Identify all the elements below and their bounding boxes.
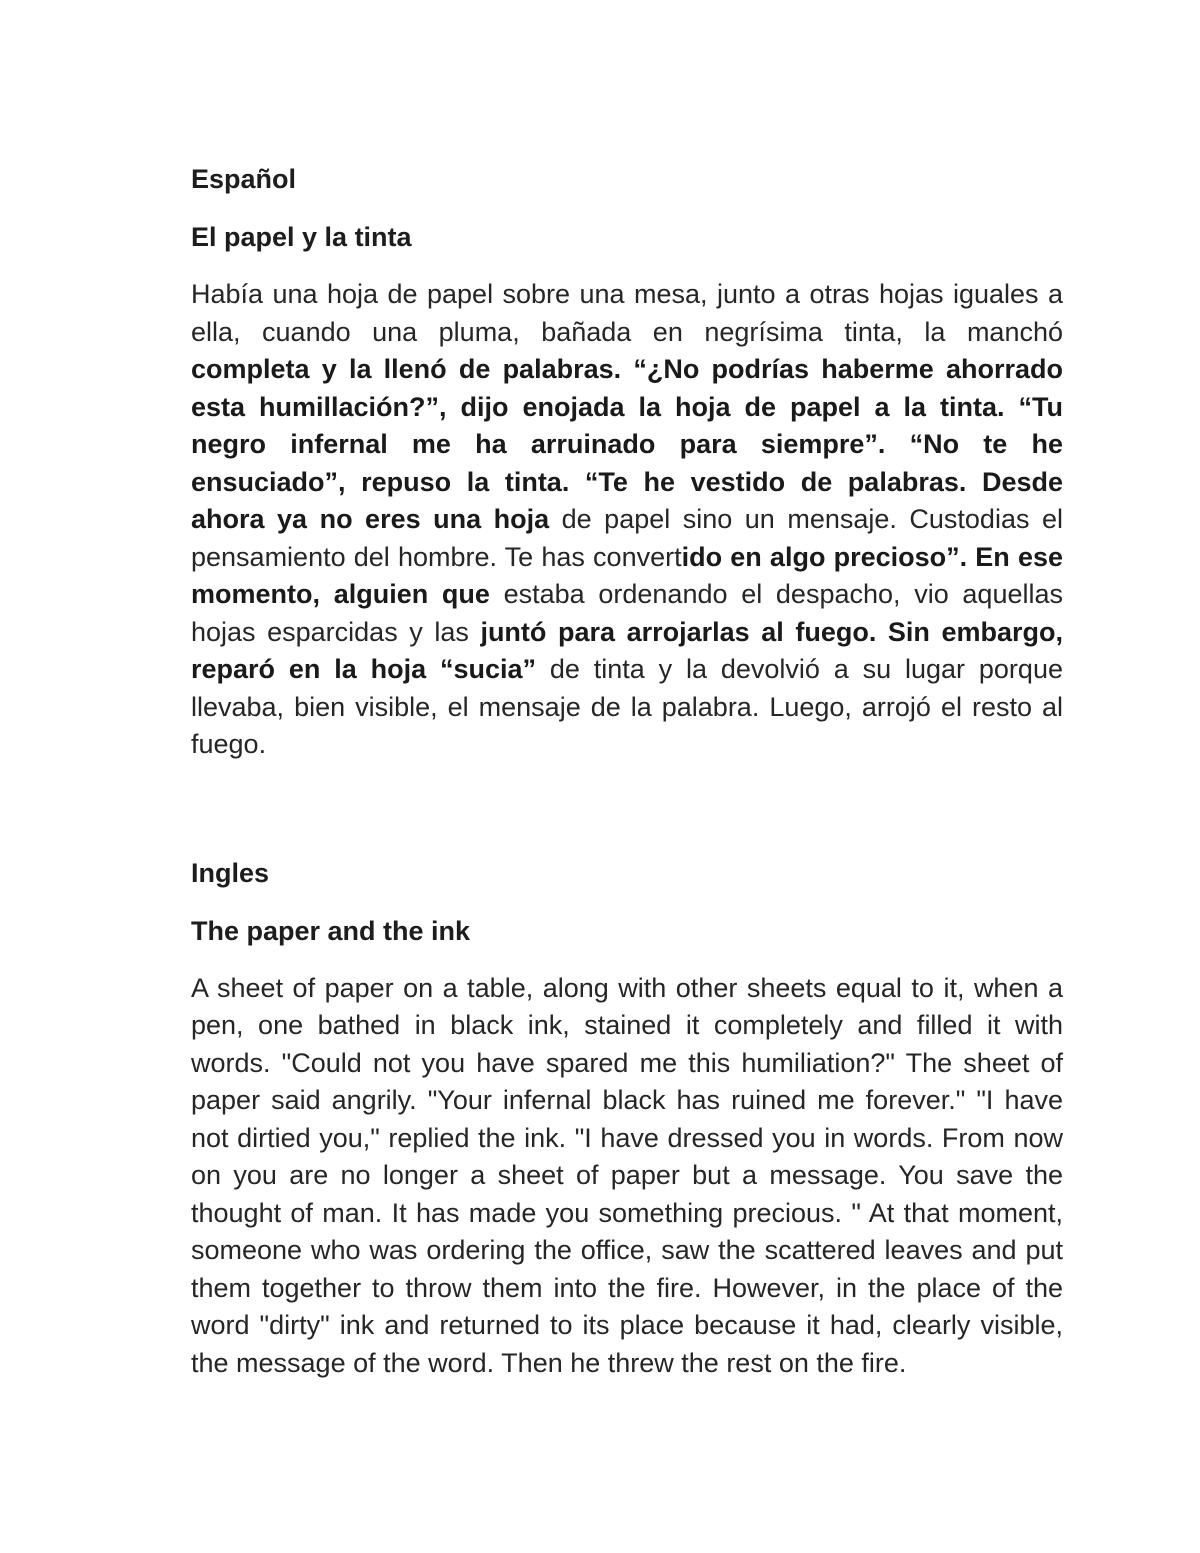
story-title-english: The paper and the ink [191, 915, 471, 946]
body-run-bold: ido en algo precioso”. En ese momento, alguien que [191, 541, 1064, 609]
body-run: de papel sino un mensaje. Custodias el pensamiento del hombre. Te has convert [191, 504, 1063, 572]
story-body-spanish [191, 276, 1063, 764]
section-label-english: Ingles [191, 857, 270, 888]
story-title-spanish: El papel y la tinta [191, 222, 412, 252]
section-label-spanish: Español [191, 164, 297, 194]
body-run-bold: juntó para arrojarlas al fuego. Sin embargo, reparó en la hoja “sucia” [191, 616, 1063, 684]
document-page [191, 160, 1063, 1382]
body-run-bold: completa y la llenó de palabras. “¿No podrías haberme ahorrado esta humillación?”, dijo enojada la hoja de papel a la tinta. “Tu negro infernal me ha arruinado para siempre”. “No te he ensuciado”, repuso la tinta. “Te he vestido de palabras. Desde ahora ya no eres una hoja [191, 354, 1063, 534]
english-section [191, 854, 1063, 1383]
body-run: estaba ordenando el despacho, vio aquellas hojas esparcidas y las [191, 579, 1063, 647]
spanish-section [191, 160, 1063, 764]
body-run: de tinta y la devolvió a su lugar porque llevaba, bien visible, el mensaje de la palabra. Luego, arrojó el resto al fuego. [191, 654, 1063, 759]
body-run: Había una hoja de papel sobre una mesa, junto a otras hojas iguales a ella, cuando una pluma, bañada en negrísima tinta, la manchó [191, 279, 1063, 347]
story-body-english: A sheet of paper on a table, along with other sheets equal to it, when a pen, one bathed in black ink, stained it completely and filled it with words. "Could not you have spared me this humiliation?" The sheet of paper said angrily. "Your infernal black has ruined me forever." "I have not dirtied you," replied the ink. "I have dressed you in words. From now on you are no longer a sheet of paper but a message. You save the thought of man. It has made you something precious. " At that moment, someone who was ordering the office, saw the scattered leaves and put them together to throw them into the fire. However, in the place of the word "dirty" ink and returned to its place because it had, clearly visible, the message of the word. Then he threw the rest on the fire. [191, 972, 1063, 1378]
